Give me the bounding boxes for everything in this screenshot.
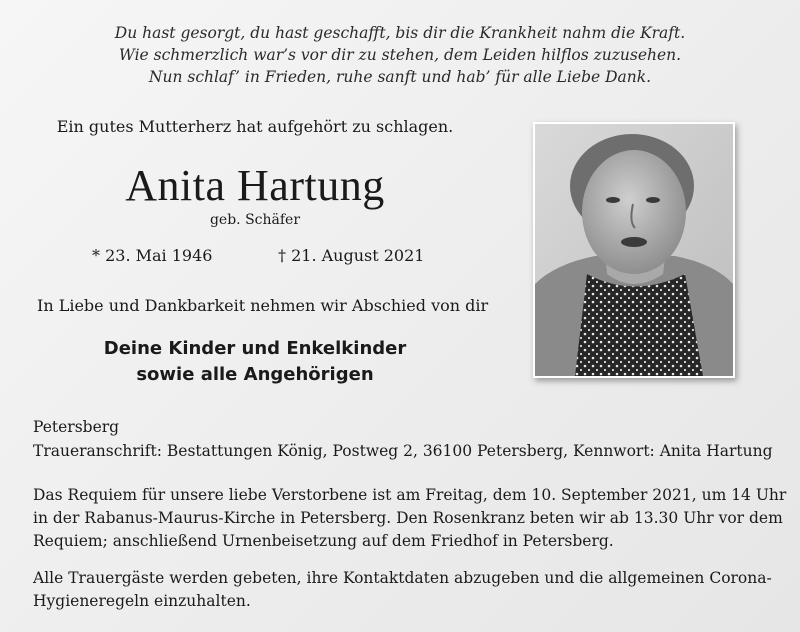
mourners-line-2: sowie alle Angehörigen [136,364,374,385]
mourners-line-1: Deine Kinder und Enkelkinder [103,338,407,359]
requiem-line-2: in der Rabanus-Maurus-Kirche in Petersberg. Den Rosenkranz beten wir ab 13.30 Uhr vor dem [33,509,783,527]
place: Petersberg [33,418,120,436]
hygiene-line-2: Hygieneregeln einzuhalten. [33,592,251,610]
death-date: † 21. August 2021 [278,246,425,265]
requiem-line-1: Das Requiem für unsere liebe Verstorbene ist am Freitag, dem 10. September 2021, um 14 Uhr [33,486,787,504]
poem [0,22,800,88]
requiem-info [33,484,787,553]
maiden-name: geb. Schäfer [209,212,301,228]
deceased-name: Anita Hartung [125,161,385,210]
portrait-image [535,124,733,376]
hygiene-notice [33,567,773,613]
poem-line-2: Wie schmerzlich war’s vor dir zu stehen, dem Leiden hilflos zuzusehen. [118,46,682,64]
requiem-line-3: Requiem; anschließend Urnenbeisetzung auf dem Friedhof in Petersberg. [33,532,614,550]
portrait-photo [533,122,735,378]
intro-text: Ein gutes Mutterherz hat aufgehört zu schlagen. [56,117,454,136]
mourners [0,336,510,388]
birth-date: * 23. Mai 1946 [92,246,213,265]
poem-line-3: Nun schlaf’ in Frieden, ruhe sanft und hab’ für alle Liebe Dank. [148,68,652,86]
farewell-text: In Liebe und Dankbarkeit nehmen wir Abschied von dir [37,296,489,315]
poem-line-1: Du hast gesorgt, du hast geschafft, bis dir die Krankheit nahm die Kraft. [114,24,686,42]
mourning-address: Traueranschrift: Bestattungen König, Postweg 2, 36100 Petersberg, Kennwort: Anita Hartung [33,442,773,460]
hygiene-line-1: Alle Trauergäste werden gebeten, ihre Kontaktdaten abzugeben und die allgemeinen Corona- [33,569,772,587]
